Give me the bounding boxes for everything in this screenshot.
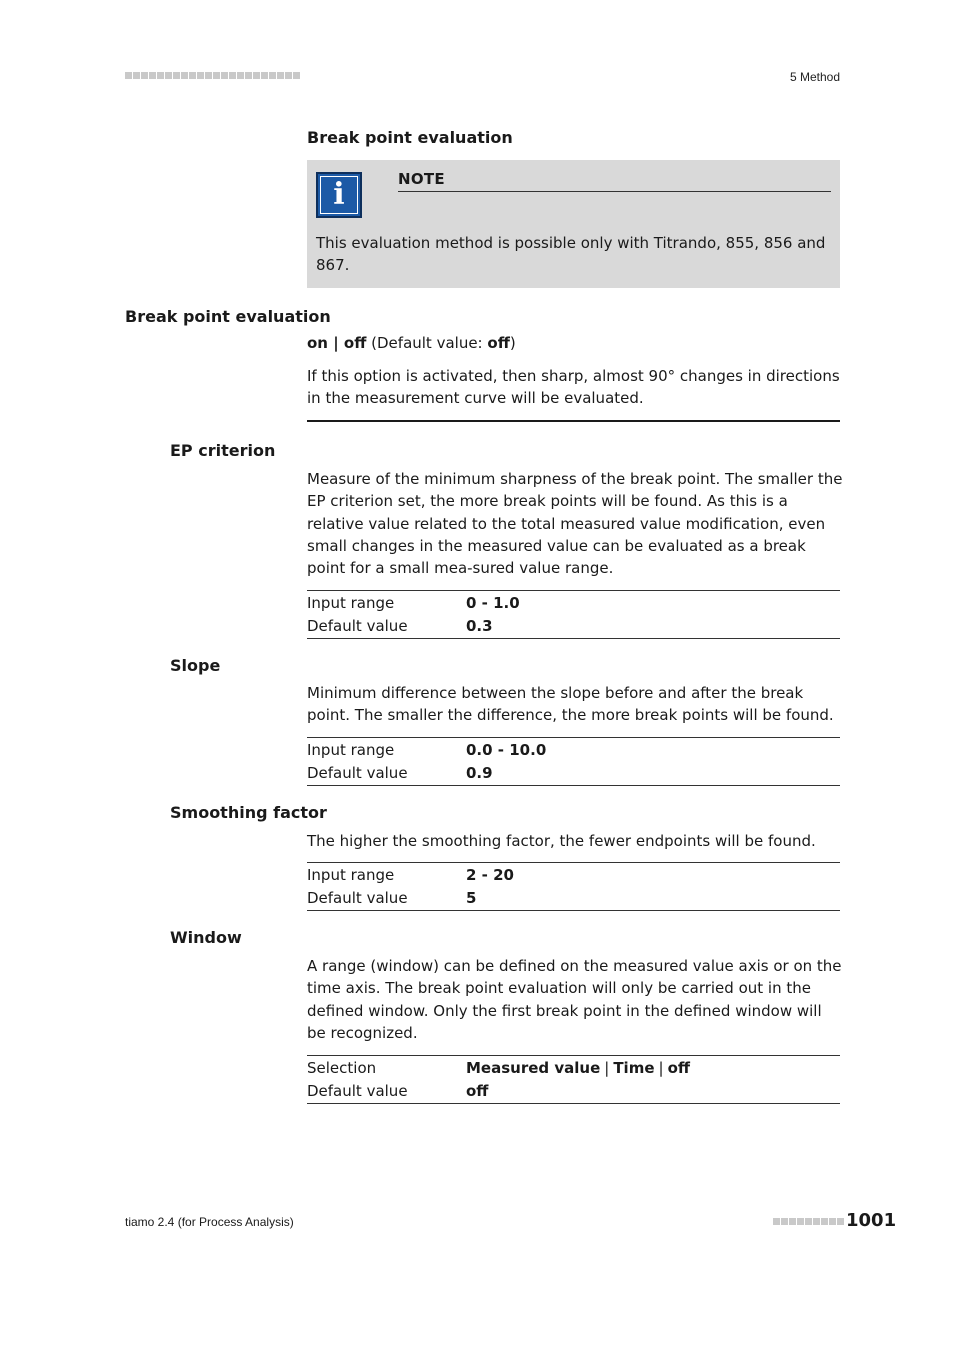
- selection-separator: |: [604, 1059, 610, 1077]
- param-title-ep-criterion: EP criterion: [170, 441, 276, 460]
- table-row: [307, 887, 840, 910]
- table-row: [307, 739, 840, 762]
- param-title-window: Window: [170, 928, 242, 947]
- page-number: 1001: [846, 1210, 897, 1231]
- table-key: Default value: [307, 1081, 408, 1100]
- param-description: If this option is activated, then sharp, almost 90° changes in directions in the measurement curve will be evaluated.: [307, 367, 840, 408]
- chapter-label: 5 Method: [789, 70, 840, 84]
- info-icon: i: [316, 172, 362, 218]
- table-value: 5: [466, 888, 477, 907]
- note-label: NOTE: [398, 170, 445, 188]
- window-table: [307, 1055, 840, 1104]
- selection-option: Measured value: [466, 1059, 601, 1077]
- window-description: A range (window) can be defined on the measured value axis or on the time axis. The break point evaluation will only be carried out in the defined window. Only the first break point in the defined window will be recognized.: [307, 957, 842, 1042]
- table-row: [307, 1057, 840, 1080]
- param-title-break-point: Break point evaluation: [125, 307, 331, 326]
- ep-criterion-description: Measure of the minimum sharpness of the break point. The smaller the EP criterion set, the more break points will be found. As this is a relative value related to the total measured value modification, even small changes in the measured value can be evaluated as a break point for a small mea-sured value range.: [307, 470, 843, 578]
- table-value: 0 - 1.0: [466, 594, 520, 612]
- table-value: 0.9: [466, 763, 493, 782]
- table-value: [466, 1057, 690, 1080]
- note-divider: [398, 191, 831, 192]
- table-row: [307, 864, 840, 887]
- section-divider: [307, 420, 840, 422]
- default-prefix: (Default value:: [366, 334, 488, 352]
- param-title-smoothing-factor: Smoothing factor: [170, 803, 327, 822]
- table-row: [307, 1080, 840, 1103]
- table-row: [307, 615, 840, 638]
- section-title: Break point evaluation: [307, 128, 513, 147]
- table-value: off: [466, 1081, 489, 1100]
- slope-description: Minimum difference between the slope before and after the break point. The smaller the difference, the more break points will be found.: [307, 684, 834, 725]
- table-key: Default value: [307, 888, 408, 907]
- smoothing-table: [307, 862, 840, 911]
- table-value: 2 - 20: [466, 866, 514, 884]
- header-decoration: [125, 72, 300, 79]
- param-title-slope: Slope: [170, 656, 221, 675]
- table-key: Default value: [307, 616, 408, 635]
- table-value: 0.0 - 10.0: [466, 741, 547, 759]
- note-text: This evaluation method is possible only with Titrando, 855, 856 and 867.: [316, 234, 826, 274]
- param-options: [307, 334, 516, 352]
- table-key: Input range: [307, 866, 395, 884]
- table-key: Input range: [307, 594, 395, 612]
- table-value: 0.3: [466, 616, 493, 635]
- table-row: [307, 592, 840, 615]
- footer-decoration: [773, 1218, 844, 1225]
- option-off: off: [343, 334, 367, 352]
- smoothing-description: The higher the smoothing factor, the fewer endpoints will be found.: [307, 832, 816, 850]
- footer-product: tiamo 2.4 (for Process Analysis): [125, 1215, 294, 1229]
- table-key: Input range: [307, 741, 395, 759]
- selection-option: Time: [613, 1059, 655, 1077]
- table-key: Default value: [307, 763, 408, 782]
- ep-criterion-table: [307, 590, 840, 639]
- table-key: Selection: [307, 1059, 377, 1077]
- selection-option: off: [667, 1059, 691, 1077]
- selection-separator: |: [658, 1059, 664, 1077]
- default-value: off: [487, 334, 510, 352]
- slope-table: [307, 737, 840, 786]
- option-on: on: [307, 334, 328, 352]
- note-box: [307, 160, 840, 288]
- table-row: [307, 762, 840, 785]
- default-suffix: ): [509, 334, 516, 352]
- option-separator: |: [327, 334, 344, 352]
